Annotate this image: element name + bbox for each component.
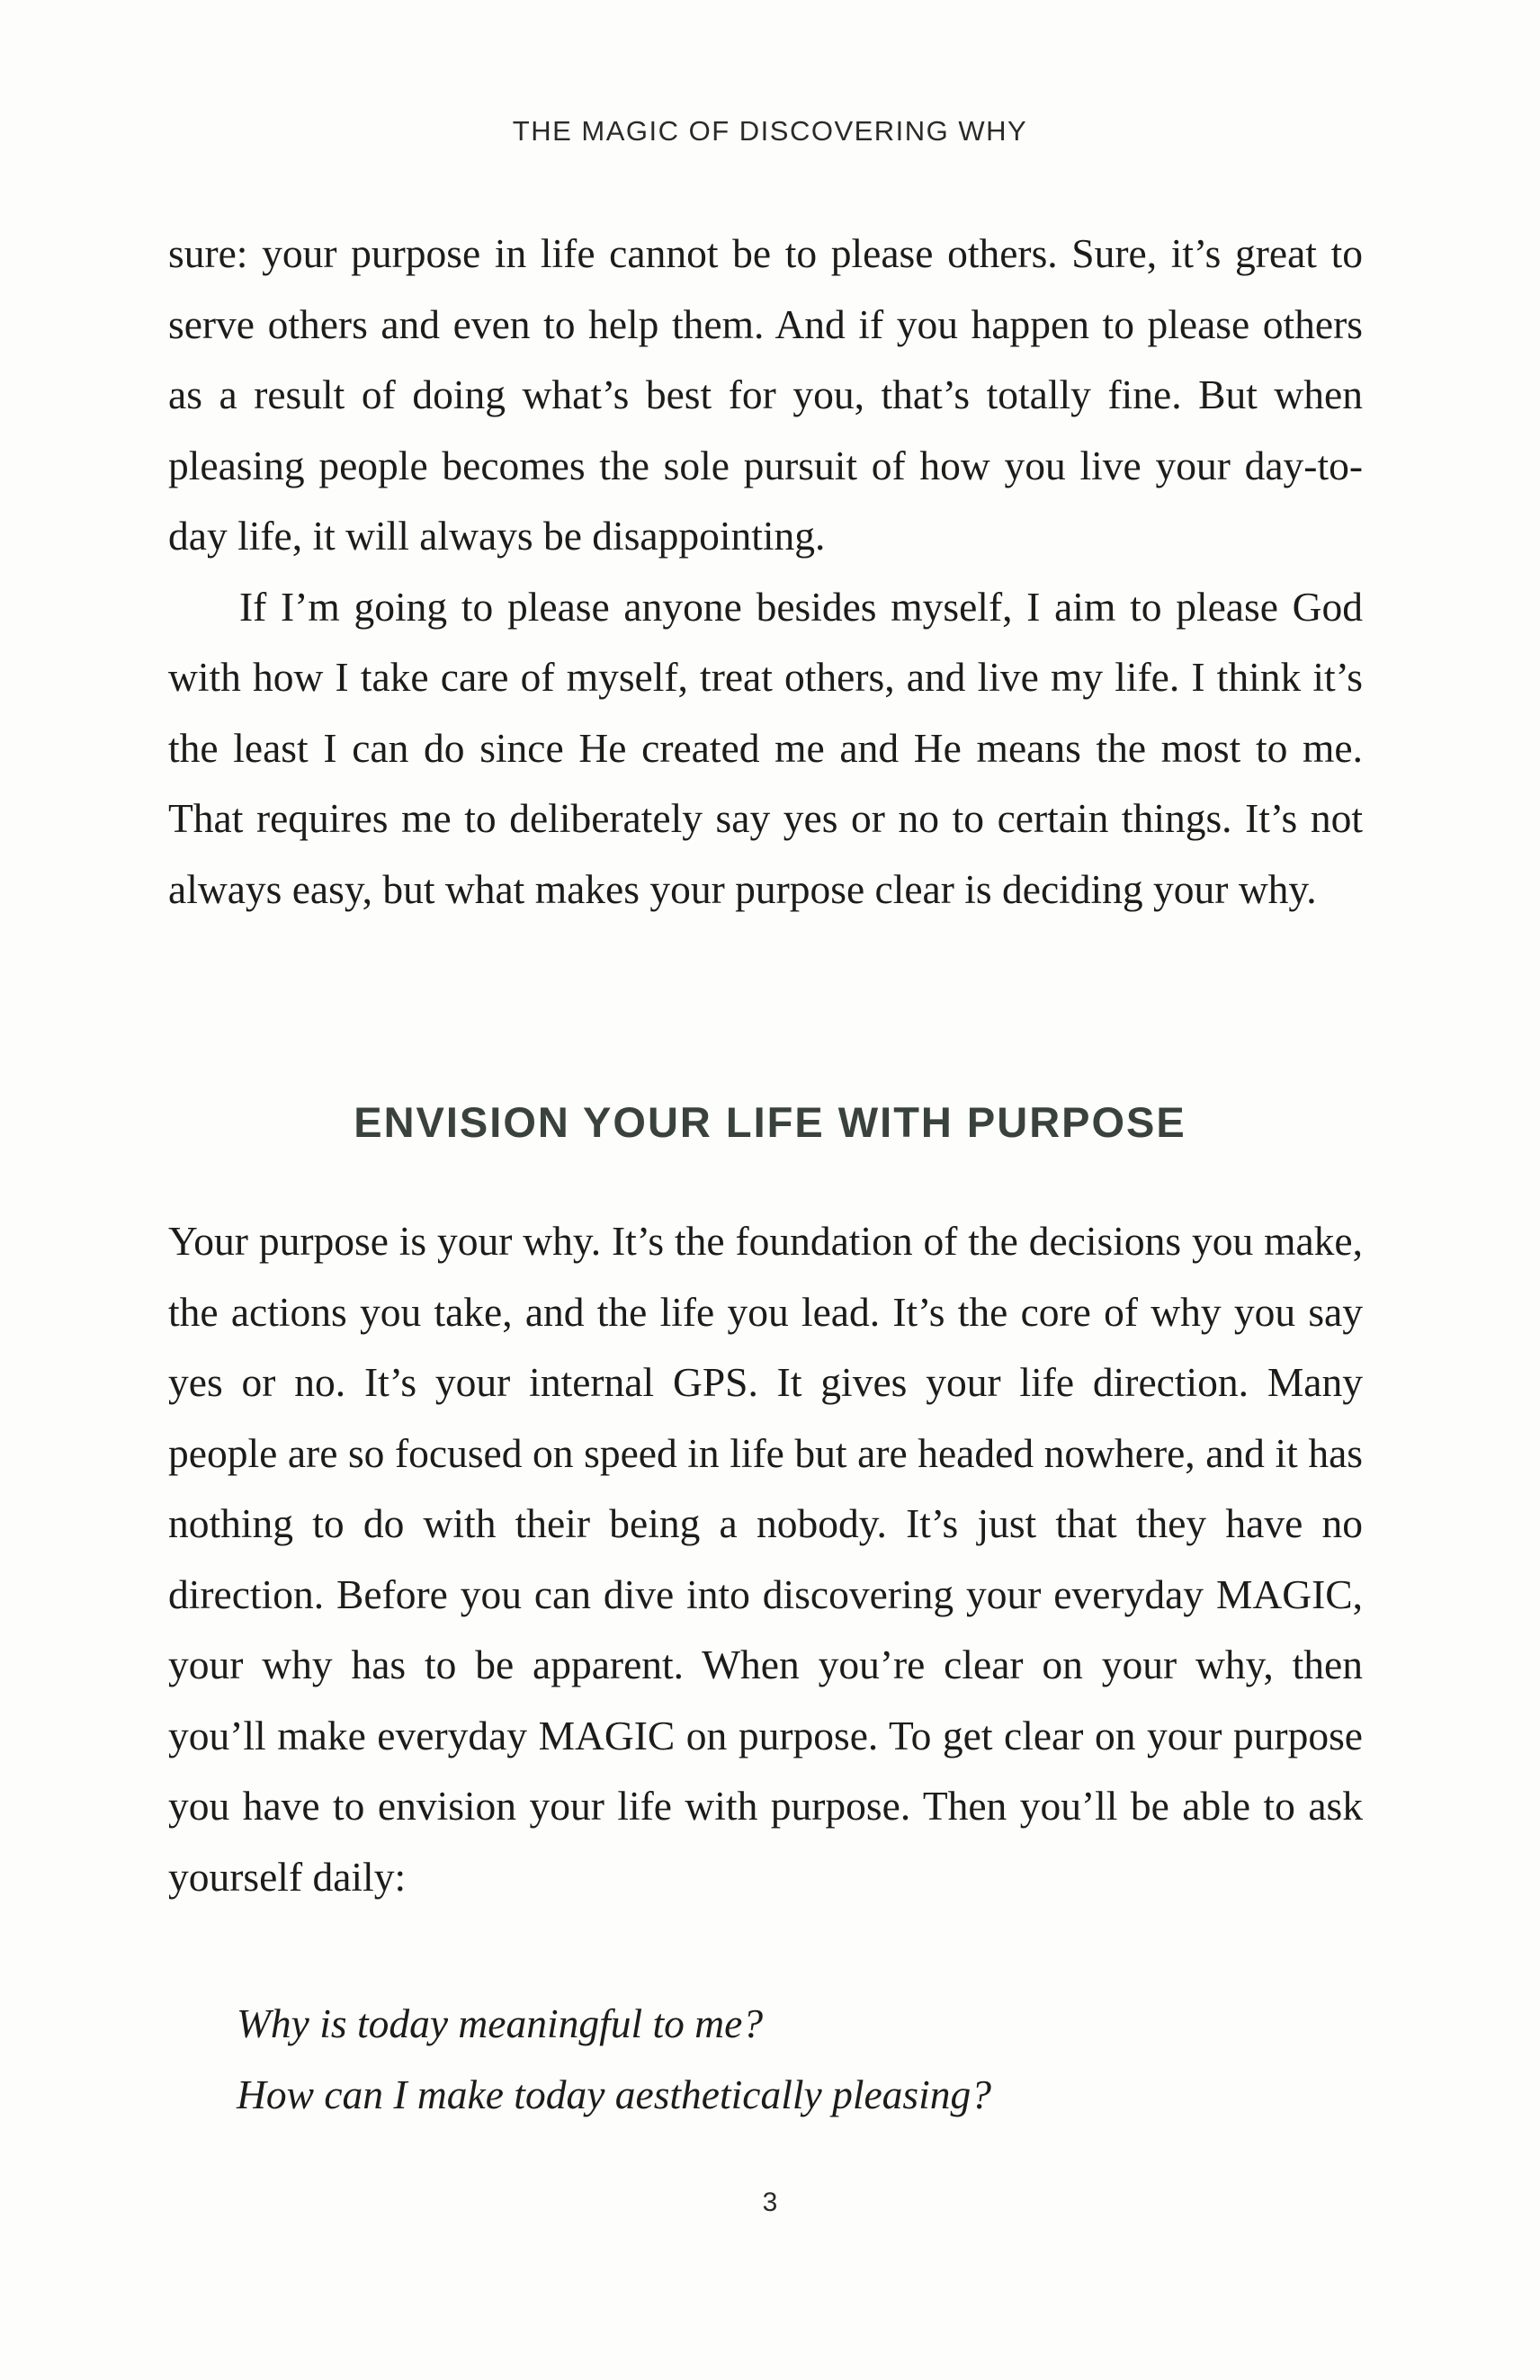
reflection-questions [237, 1989, 1316, 2130]
paragraph: sure: your purpose in life cannot be to please others. Sure, it’s great to serve others and even to help them. And if you happen to please others as a result of doing what’s best for you, that’s totally fine. But when pleasing people becomes the sole pursuit of how you live your day-to-day life, it will always be disappointing. [168, 230, 1363, 559]
paragraph: Your purpose is your why. It’s the foundation of the decisions you make, the actions you take, and the life you lead. It’s the core of why you say yes or no. It’s your internal GPS. It gives your life direction. Many people are so focused on speed in life but are headed nowhere, and it has nothing to do with their being a nobody. It’s just that they have no direction. Before you can dive into discovering your everyday MAGIC, your why has to be apparent. When you’re clear on your why, then you’ll make everyday MAGIC on purpose. To get clear on your purpose you have to envision your life with purpose. Then you’ll be able to ask yourself daily: [168, 1218, 1363, 1900]
running-head: THE MAGIC OF DISCOVERING WHY [512, 115, 1028, 147]
paragraph: If I’m going to please anyone besides myself, I aim to please God with how I take care of myself, treat others, and live my life. I think it’s the least I can do since He created me and He means the most to me. That requires me to deliberately say yes or no to certain things. It’s not always easy, but what makes your purpose clear is deciding your why. [168, 583, 1363, 912]
body-text-section [168, 1206, 1363, 1912]
page-number: 3 [762, 2188, 778, 2217]
question: How can I make today aesthetically pleasing? [237, 2071, 992, 2117]
body-text-top [168, 219, 1363, 925]
section-heading: ENVISION YOUR LIFE WITH PURPOSE [354, 1098, 1186, 1146]
question: Why is today meaningful to me? [237, 2000, 764, 2046]
